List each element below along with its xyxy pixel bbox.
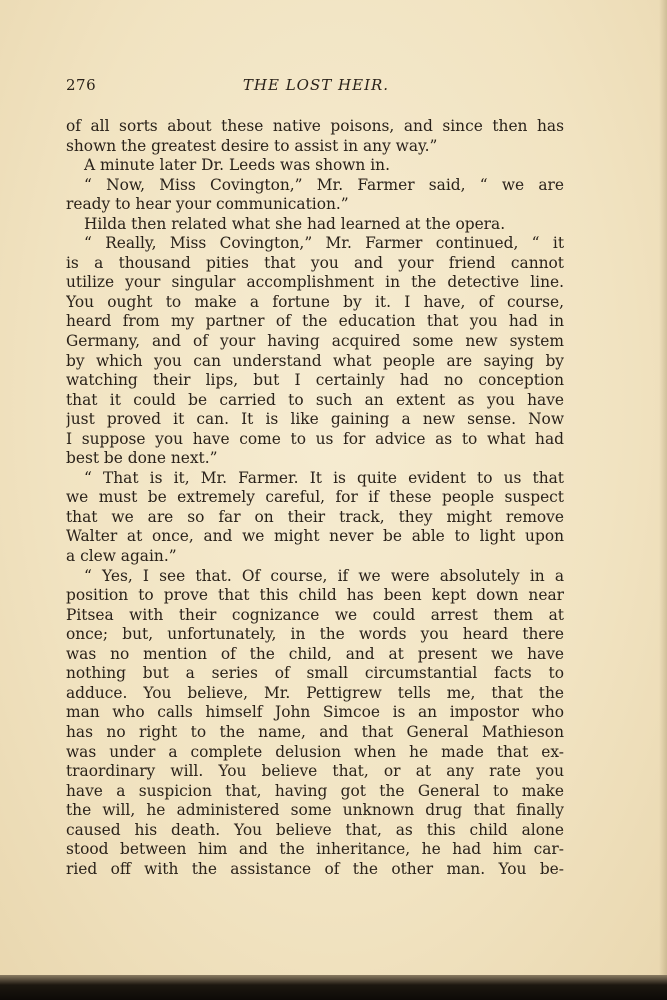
text-line: heard from my partner of the education that you had in [66, 312, 564, 331]
text-line: A minute later Dr. Leeds was shown in. [84, 156, 390, 175]
text-line: of all sorts about these native poisons, and since then has [66, 117, 564, 135]
text-line: “ Really, Miss Covington,” Mr. Farmer continued, “ it [84, 234, 564, 253]
text-line: just proved it can. It is like gaining a new sense. Now [66, 410, 564, 429]
text-line: Walter at once, and we might never be able to light upon [66, 527, 564, 546]
text-line: ready to hear your communication.” [66, 195, 349, 214]
text-line: was under a complete delusion when he made that ex- [66, 742, 564, 761]
text-line: that we are so far on their track, they might remove [66, 507, 564, 526]
text-line: stood between him and the inheritance, he had him car- [66, 840, 564, 859]
text-line: the will, he administered some unknown drug that finally [66, 801, 564, 820]
text-line: Hilda then related what she had learned at the opera. [84, 214, 506, 233]
text-line: a clew again.” [66, 547, 177, 566]
text-line: man who calls himself John Simcoe is an impostor who [66, 703, 564, 722]
text-line: by which you can understand what people are saying by [66, 351, 564, 370]
scan-bottom-edge [0, 975, 667, 1000]
text-line: Pitsea with their cognizance we could arrest them at [66, 605, 564, 624]
page-header [66, 76, 566, 100]
text-line: shown the greatest desire to assist in any way.” [66, 136, 438, 155]
text-line: is a thousand pities that you and your friend cannot [66, 253, 564, 272]
text-line: utilize your singular accomplishment in the detective line. [66, 273, 564, 292]
text-line: was no mention of the child, and at present we have [66, 644, 564, 663]
text-line: position to prove that this child has been kept down near [66, 586, 564, 605]
text-line: we must be extremely careful, for if these people suspect [66, 488, 564, 507]
text-line: best be done next.” [66, 449, 218, 468]
text-line: “ Yes, I see that. Of course, if we were absolutely in a [84, 566, 564, 585]
text-line: once; but, unfortunately, in the words you heard there [66, 625, 564, 644]
text-line: You ought to make a fortune by it. I have, of course, [66, 292, 564, 311]
text-line: adduce. You believe, Mr. Pettigrew tells me, that the [66, 683, 564, 702]
text-line: that it could be carried to such an extent as you have [66, 390, 564, 409]
text-line: caused his death. You believe that, as this child alone [66, 820, 564, 839]
page-edge-shadow [659, 0, 667, 1000]
running-title: THE LOST HEIR. [242, 76, 390, 94]
text-line: ried off with the assistance of the other man. You be- [66, 859, 564, 878]
text-line: nothing but a series of small circumstantial facts to [66, 664, 564, 683]
page-number: 276 [66, 76, 97, 94]
text-line: “ That is it, Mr. Farmer. It is quite evident to us that [84, 468, 564, 487]
text-line: Germany, and of your having acquired some new system [66, 332, 564, 351]
text-line: watching their lips, but I certainly had no conception [66, 371, 564, 390]
text-line: traordinary will. You believe that, or at any rate you [66, 762, 564, 781]
text-line: “ Now, Miss Covington,” Mr. Farmer said, “ we are [84, 175, 564, 194]
text-line: has no right to the name, and that General Mathieson [66, 722, 564, 741]
text-line: have a suspicion that, having got the General to make [66, 781, 564, 800]
body-text [66, 117, 564, 879]
text-line: I suppose you have come to us for advice as to what had [66, 429, 564, 448]
